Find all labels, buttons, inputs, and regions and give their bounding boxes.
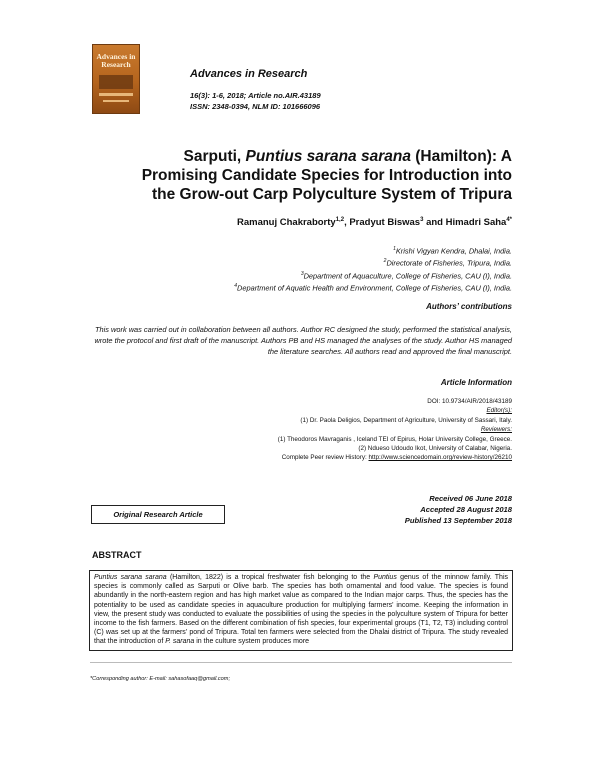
- editor: (1) Dr. Paola Deligios, Department of Agriculture, University of Sassari, Italy.: [300, 416, 512, 424]
- publication-dates: [300, 493, 512, 526]
- affiliation: $^2$Directorate of Fisheries, Tripura, India.: [383, 258, 512, 268]
- published-date: Published 13 September 2018: [404, 516, 512, 525]
- author-name: Ramanuj Chakraborty: [236, 217, 336, 229]
- contributions-heading: Authors’ contributions: [426, 302, 512, 311]
- doi: DOI: 10.9734/AIR/2018/43189: [427, 398, 512, 405]
- paper-title: Sarputi, Puntius sarana sarana (Hamilton): A Promising Candidate Species for Introduction into the Grow-out Carp Polyculture System of Tripura: [141, 148, 512, 203]
- accepted-date: Accepted 28 August 2018: [420, 505, 512, 514]
- reviewer: (2) Ndueso Udoudo Ikot, University of Calabar, Nigeria.: [358, 445, 512, 453]
- affiliation: $^1$Krishi Vigyan Kendra, Dhalai, India.: [393, 246, 512, 256]
- affiliation: $^4$Department of Aquatic Health and Environment, College of Fisheries, CAU (I), India.: [234, 283, 512, 293]
- abstract-heading: ABSTRACT: [92, 550, 142, 560]
- author-list: Ramanuj Chakraborty$^{1,2}$, Pradyut Biswas$^3$ and Himadri Saha$^{4*}$: [236, 217, 512, 229]
- abstract-text: Puntius sarana sarana (Hamilton, 1822) is a tropical freshwater fish belonging to the Puntius genus of the minnow family. This species is commonly called as Sarputi or Olive barb. The species has both ornamental and food value. The species is found abundantly in the north-eastern region and has high market value as compared to the Indian major carps. Thus, the species has the potentiality to be used as candidate species in aquaculture production for multiplying farmers' income. Keeping the information in view, the present study was conducted to evaluate the possibilities of using the species in the polyculture system of Tripura for better income to the fish farmers. Based on the different combination of fish species, four experimental groups (T1, T2, T3) including control (C) was set up at the farmers' pond of Tripura. Total ten farmers were selected from the Dhalai district of Tripura. The study revealed that the introduction of P. sarana in the culture system produces more: [94, 574, 509, 646]
- contributions-text: This work was carried out in collaboration between all authors. Author RC designed the study, performed the statistical analysis, wrote the protocol and first draft of the manuscript. Authors PB and HS managed the analyses of the study. Author HS managed the literature searches. All authors read and approved the final manuscript.: [94, 325, 512, 356]
- reviewers-label: Reviewers:: [480, 426, 512, 434]
- cover-stripe: [99, 93, 133, 96]
- reviewer: (1) Theodoros Mavraganis , Iceland TEI of Epirus, Holar University College, Greece.: [277, 435, 512, 443]
- cover-title: Advances in Research: [96, 52, 136, 69]
- corresponding-author: *Corresponding author: E-mail: sahasofaaq@gmail.com;: [90, 676, 230, 682]
- received-date: Received 06 June 2018: [429, 494, 512, 503]
- journal-name: Advances in Research: [190, 68, 308, 80]
- article-info-heading: Article Information: [440, 378, 512, 387]
- cover-stripe: [103, 100, 129, 102]
- article-type-box: Original Research Article: [91, 505, 225, 524]
- review-history-link[interactable]: http://www.sciencedomain.org/review-history/26210: [368, 454, 512, 462]
- peer-review-history: Complete Peer review History: http://www.sciencedomain.org/review-history/26210: [281, 454, 512, 462]
- volume-line: 16(3): 1-6, 2018; Article no.AIR.43189: [190, 91, 321, 100]
- journal-cover-image: [92, 44, 140, 114]
- footnote-divider: [90, 662, 512, 663]
- issn-line: ISSN: 2348-0394, NLM ID: 101666096: [190, 102, 321, 111]
- affiliation: $^3$Department of Aquaculture, College of Fisheries, CAU (I), India.: [300, 270, 512, 281]
- abstract-box: [89, 570, 513, 651]
- author-name: Pradyut Biswas: [349, 217, 421, 229]
- affiliations: [90, 244, 512, 294]
- author-name: Himadri Saha: [445, 217, 507, 229]
- article-info: [90, 397, 512, 463]
- editor-label: Editor(s):: [486, 407, 512, 415]
- cover-graphic: [99, 75, 133, 89]
